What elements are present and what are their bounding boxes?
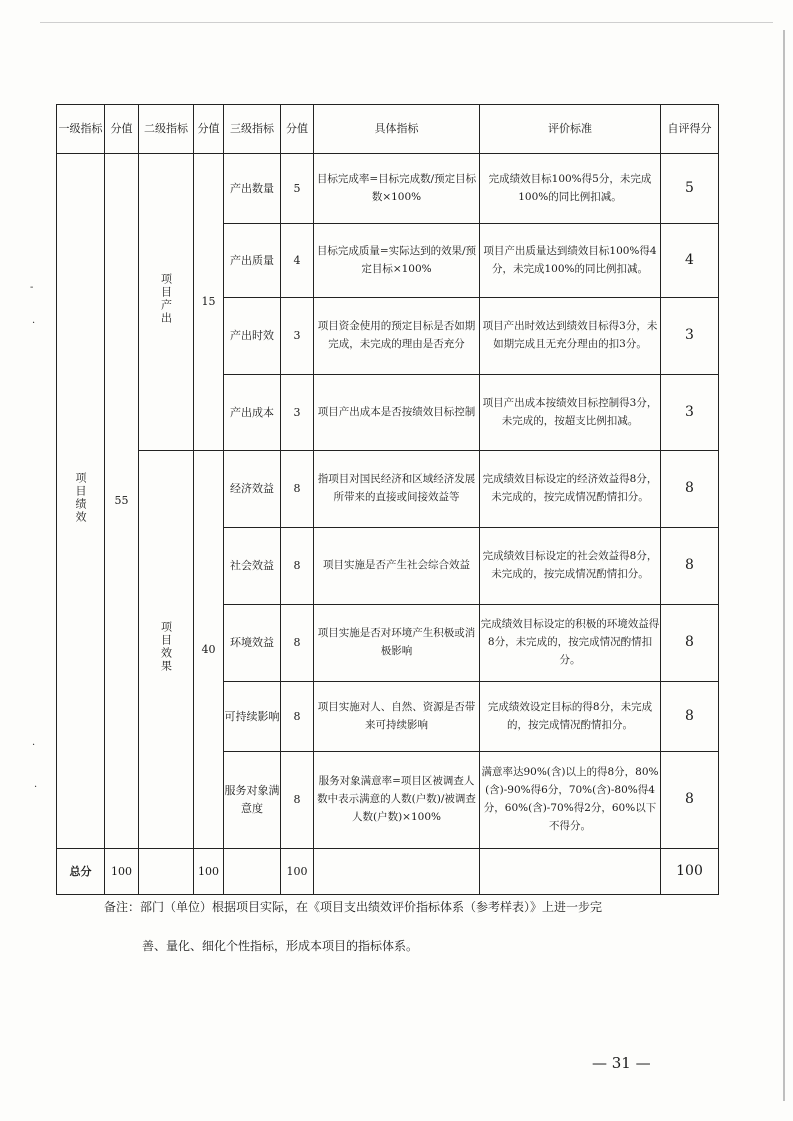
- level3-name: 经济效益: [224, 451, 281, 528]
- header-specific: 具体指标: [314, 105, 480, 154]
- level3-name: 环境效益: [224, 605, 281, 682]
- specific-indicator: 项目实施对人、自然、资源是否带来可持续影响: [314, 682, 480, 752]
- header-score1: 分值: [105, 105, 139, 154]
- self-score: 8: [661, 752, 719, 849]
- level3-name: 产出质量: [224, 224, 281, 298]
- specific-indicator: 项目资金使用的预定目标是否如期完成，未完成的理由是否充分: [314, 298, 480, 375]
- level3-score: 8: [281, 451, 314, 528]
- level3-name: 可持续影响: [224, 682, 281, 752]
- performance-indicator-table: [56, 104, 719, 895]
- level1-name: 项目绩效: [74, 472, 88, 525]
- level1-cell: [57, 154, 105, 849]
- self-score: 8: [661, 605, 719, 682]
- level3-score: 8: [281, 528, 314, 605]
- evaluation-standard: 满意率达90%(含)以上的得8分，80%(含)-90%得6分，70%(含)-80%得4分，60%(含)-70%得2分，60%以下不得分。: [480, 752, 661, 849]
- remark-line-2: 善、量化、细化个性指标，形成本项目的指标体系。: [142, 939, 419, 953]
- level3-name: 社会效益: [224, 528, 281, 605]
- level2-name: 项目产出: [159, 273, 173, 326]
- header-level1: 一级指标: [57, 105, 105, 154]
- self-score: 4: [661, 224, 719, 298]
- scan-mark: ·: [32, 740, 36, 751]
- evaluation-standard: 完成绩效设定目标的得8分，未完成的，按完成情况酌情扣分。: [480, 682, 661, 752]
- total-empty: [314, 849, 480, 895]
- level3-score: 4: [281, 224, 314, 298]
- scan-mark: ·: [34, 782, 38, 793]
- level3-name: 产出数量: [224, 154, 281, 224]
- level3-score: 8: [281, 605, 314, 682]
- evaluation-standard: 完成绩效目标设定的积极的环境效益得8分，未完成的，按完成情况酌情扣分。: [480, 605, 661, 682]
- evaluation-standard: 完成绩效目标设定的社会效益得8分，未完成的，按完成情况酌情扣分。: [480, 528, 661, 605]
- specific-indicator: 项目实施是否对环境产生积极或消极影响: [314, 605, 480, 682]
- evaluation-standard: 项目产出成本按绩效目标控制得3分，未完成的，按超支比例扣减。: [480, 375, 661, 451]
- total-empty: [139, 849, 194, 895]
- specific-indicator: 服务对象满意率=项目区被调查人数中表示满意的人数(户数)/被调查人数(户数)×100%: [314, 752, 480, 849]
- header-score2: 分值: [194, 105, 224, 154]
- total-row: [57, 849, 719, 895]
- remark-line-1: 备注：部门（单位）根据项目实际，在《项目支出绩效评价指标体系（参考样表）》上进一步完: [104, 900, 603, 914]
- self-score: 5: [661, 154, 719, 224]
- page-right-edge: [783, 30, 785, 1101]
- level2-score: 40: [194, 451, 224, 849]
- total-score2: 100: [194, 849, 224, 895]
- evaluation-standard: 项目产出时效达到绩效目标得3分，未如期完成且无充分理由的扣3分。: [480, 298, 661, 375]
- level2-cell: [139, 154, 194, 451]
- page-top-edge: [40, 22, 773, 23]
- level3-score: 3: [281, 375, 314, 451]
- table-header-row: [57, 105, 719, 154]
- level3-score: 8: [281, 752, 314, 849]
- total-score1: 100: [105, 849, 139, 895]
- table-row: [57, 154, 719, 224]
- table-row: [57, 451, 719, 528]
- specific-indicator: 项目实施是否产生社会综合效益: [314, 528, 480, 605]
- scan-mark: ·: [32, 318, 36, 329]
- level1-score: 55: [105, 154, 139, 849]
- header-level3: 三级指标: [224, 105, 281, 154]
- total-score3: 100: [281, 849, 314, 895]
- header-level2: 二级指标: [139, 105, 194, 154]
- level3-name: 产出时效: [224, 298, 281, 375]
- total-label: 总分: [57, 849, 105, 895]
- evaluation-standard: 完成绩效目标100%得5分，未完成100%的同比例扣减。: [480, 154, 661, 224]
- header-self-score: 自评得分: [661, 105, 719, 154]
- level2-score: 15: [194, 154, 224, 451]
- level3-score: 5: [281, 154, 314, 224]
- specific-indicator: 目标完成率=目标完成数/预定目标数×100%: [314, 154, 480, 224]
- self-score: 8: [661, 451, 719, 528]
- total-empty: [224, 849, 281, 895]
- self-score: 8: [661, 528, 719, 605]
- specific-indicator: 项目产出成本是否按绩效目标控制: [314, 375, 480, 451]
- specific-indicator: 指项目对国民经济和区域经济发展所带来的直接或间接效益等: [314, 451, 480, 528]
- level3-name: 产出成本: [224, 375, 281, 451]
- level2-cell: [139, 451, 194, 849]
- total-empty: [480, 849, 661, 895]
- page-number: — 31 —: [592, 1054, 651, 1072]
- header-score3: 分值: [281, 105, 314, 154]
- evaluation-standard: 项目产出质量达到绩效目标100%得4分，未完成100%的同比例扣减。: [480, 224, 661, 298]
- scan-mark: -: [30, 282, 34, 293]
- level3-score: 8: [281, 682, 314, 752]
- level3-name: 服务对象满意度: [224, 752, 281, 849]
- self-score: 8: [661, 682, 719, 752]
- level2-name: 项目效果: [159, 620, 173, 673]
- specific-indicator: 目标完成质量=实际达到的效果/预定目标×100%: [314, 224, 480, 298]
- self-score: 3: [661, 298, 719, 375]
- total-self-score: 100: [661, 849, 719, 895]
- self-score: 3: [661, 375, 719, 451]
- level3-score: 3: [281, 298, 314, 375]
- evaluation-standard: 完成绩效目标设定的经济效益得8分，未完成的，按完成情况酌情扣分。: [480, 451, 661, 528]
- header-standard: 评价标准: [480, 105, 661, 154]
